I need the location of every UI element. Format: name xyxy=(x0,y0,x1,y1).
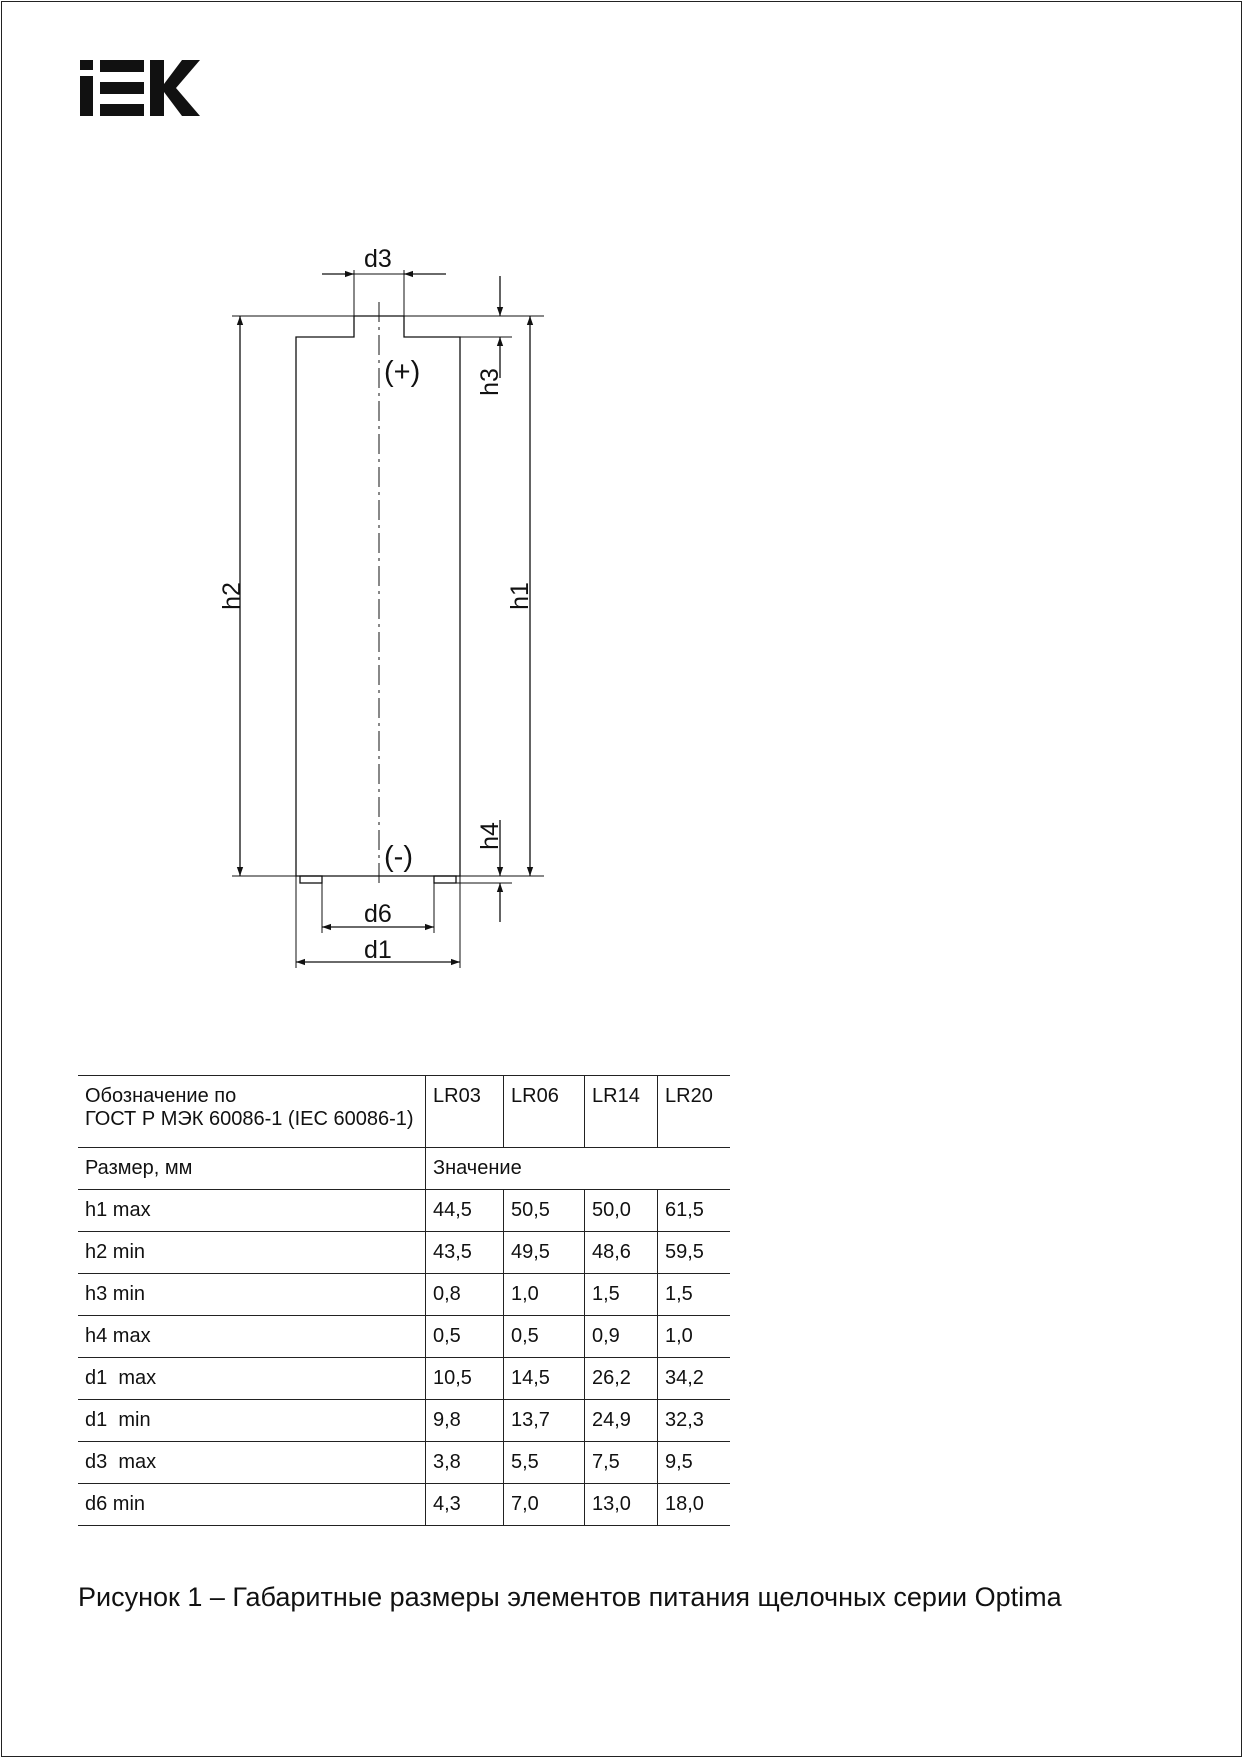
value-cell: 61,5 xyxy=(658,1190,731,1232)
value-cell: 32,3 xyxy=(658,1400,731,1442)
value-cell: 7,0 xyxy=(504,1484,585,1526)
value-cell: 10,5 xyxy=(426,1358,504,1400)
value-cell: 49,5 xyxy=(504,1232,585,1274)
param-cell: d3 max xyxy=(78,1442,426,1484)
param-cell: h1 max xyxy=(78,1190,426,1232)
value-cell: 0,5 xyxy=(504,1316,585,1358)
bottom-pad-right xyxy=(434,876,456,883)
value-cell: 0,9 xyxy=(585,1316,658,1358)
label-d6: d6 xyxy=(364,900,392,928)
table-row xyxy=(78,1232,730,1274)
battery-outline xyxy=(296,316,460,876)
value-cell: 50,5 xyxy=(504,1190,585,1232)
value-cell: 9,8 xyxy=(426,1400,504,1442)
value-cell: 14,5 xyxy=(504,1358,585,1400)
value-cell: 18,0 xyxy=(658,1484,731,1526)
table-row xyxy=(78,1274,730,1316)
table-row xyxy=(78,1190,730,1232)
label-h1: h1 xyxy=(506,582,534,610)
label-positive-terminal: (+) xyxy=(384,356,421,388)
value-cell: 0,5 xyxy=(426,1316,504,1358)
table-row xyxy=(78,1442,730,1484)
value-cell: 50,0 xyxy=(585,1190,658,1232)
label-h4: h4 xyxy=(476,822,504,850)
header-designation-cell xyxy=(78,1076,426,1148)
value-cell: 4,3 xyxy=(426,1484,504,1526)
value-cell: 34,2 xyxy=(658,1358,731,1400)
label-h3: h3 xyxy=(476,368,504,396)
value-cell: 43,5 xyxy=(426,1232,504,1274)
value-cell: 7,5 xyxy=(585,1442,658,1484)
label-negative-terminal: (-) xyxy=(384,841,413,873)
value-cell: 1,5 xyxy=(585,1274,658,1316)
header-designation-line1: Обозначение по xyxy=(85,1085,237,1107)
dimensions-table xyxy=(78,1075,730,1526)
value-cell: 26,2 xyxy=(585,1358,658,1400)
label-d3: d3 xyxy=(364,245,392,273)
value-cell: 9,5 xyxy=(658,1442,731,1484)
table-subheader-row xyxy=(78,1148,730,1190)
param-cell: d1 min xyxy=(78,1400,426,1442)
value-cell: 5,5 xyxy=(504,1442,585,1484)
bottom-pad-left xyxy=(300,876,322,883)
label-d1: d1 xyxy=(364,936,392,964)
header-type-lr14: LR14 xyxy=(585,1076,658,1148)
value-cell: 59,5 xyxy=(658,1232,731,1274)
value-label-cell: Значение xyxy=(426,1148,731,1190)
value-cell: 1,5 xyxy=(658,1274,731,1316)
value-cell: 13,0 xyxy=(585,1484,658,1526)
value-cell: 13,7 xyxy=(504,1400,585,1442)
value-cell: 0,8 xyxy=(426,1274,504,1316)
param-cell: h2 min xyxy=(78,1232,426,1274)
table-row xyxy=(78,1400,730,1442)
param-cell: d6 min xyxy=(78,1484,426,1526)
value-cell: 1,0 xyxy=(504,1274,585,1316)
param-cell: h3 min xyxy=(78,1274,426,1316)
value-cell: 24,9 xyxy=(585,1400,658,1442)
value-cell: 1,0 xyxy=(658,1316,731,1358)
table-row xyxy=(78,1484,730,1526)
table-row xyxy=(78,1358,730,1400)
table-row xyxy=(78,1316,730,1358)
value-cell: 44,5 xyxy=(426,1190,504,1232)
value-cell: 3,8 xyxy=(426,1442,504,1484)
label-h2: h2 xyxy=(218,582,246,610)
header-designation-line2: ГОСТ Р МЭК 60086-1 (IEC 60086-1) xyxy=(85,1108,414,1130)
header-type-lr06: LR06 xyxy=(504,1076,585,1148)
table-header-row xyxy=(78,1076,730,1148)
param-cell: h4 max xyxy=(78,1316,426,1358)
figure-caption: Рисунок 1 – Габаритные размеры элементов питания щелочных серии Optima xyxy=(78,1582,1062,1612)
size-label-cell: Размер, мм xyxy=(78,1148,426,1190)
header-type-lr03: LR03 xyxy=(426,1076,504,1148)
param-cell: d1 max xyxy=(78,1358,426,1400)
value-cell: 48,6 xyxy=(585,1232,658,1274)
header-type-lr20: LR20 xyxy=(658,1076,731,1148)
